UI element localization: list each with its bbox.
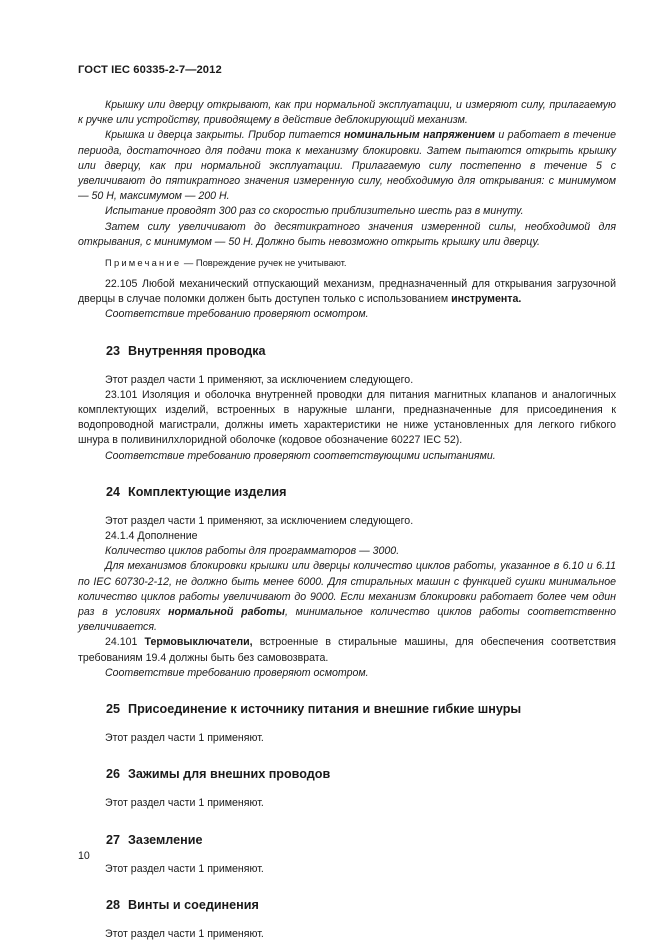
paragraph: Этот раздел части 1 применяют, за исключением следующего. <box>105 514 414 527</box>
paragraph: Соответствие требованию проверяют осмотром. <box>105 308 369 321</box>
page-number: 10 <box>78 850 90 862</box>
paragraph: Соответствие требованию проверяют осмотром. <box>105 666 369 679</box>
note-label: Примечание <box>105 257 182 269</box>
paragraph: Этот раздел части 1 применяют. <box>105 732 264 745</box>
paragraph: Этот раздел части 1 применяют. <box>105 927 264 940</box>
section-heading-23: 23 Внутренняя проводка <box>106 343 266 358</box>
paragraph: Крышка и дверца закрыты. Прибор питается номинальным напряжением и работает в течение периода, достаточного для подачи тока к механизму блокировки. Затем пытаются открыть крышку или дверцу, как при нормальной эксплуатации. Прилагаемую силу постепенно в течение 5 с увеличивают до пятикратного значения измеренную силу, необходимую для открывания: с минимумом — 50 Н, максимумом — 200 Н. <box>78 129 617 203</box>
paragraph: Этот раздел части 1 применяют, за исключением следующего. <box>105 373 414 386</box>
term-rated-voltage: номинальным напряжением <box>343 129 495 142</box>
term-tool: инструмента. <box>451 293 522 306</box>
paragraph: Крышку или дверцу открывают, как при нормальной эксплуатации, и измеряют силу, прилагаемую к ручке или устройству, приводящему в действие деблокирующий механизм. <box>78 99 616 127</box>
clause-22-105: 22.105 Любой механический отпускающий механизм, предназначенный для открывания загрузочной дверцы в случае поломки должен быть доступен только с использованием инструмента. <box>78 278 616 306</box>
section-heading-25: 25 Присоединение к источнику питания и внешние гибкие шнуры <box>106 702 522 717</box>
document-header: ГОСТ IEC 60335-2-7—2012 <box>78 64 222 76</box>
paragraph: Соответствие требованию проверяют соответствующими испытаниями. <box>105 449 496 462</box>
paragraph: Количество циклов работы для программаторов — 3000. <box>105 545 400 558</box>
paragraph: Этот раздел части 1 применяют. <box>105 797 264 810</box>
paragraph: Для механизмов блокировки крышки или дверцы количество циклов работы, указанное в 6.10 и 6.11 по IEC 60730-2-12, не должно быть менее 6000. Для стиральных машин с функцией сушки минимальное количество циклов работы увеличивают до 9000. Если механизм блокировки работает более чем один раз в условиях нормальной работы, минимальное количество циклов работы соответственно увеличивается. <box>78 560 616 634</box>
clause-24-1-4: 24.1.4 Дополнение <box>105 530 198 543</box>
clause-24-101: 24.101 Термовыключатели, встроенные в стиральные машины, для обеспечения соответствия требованиям 19.4 должны быть без самовозврата. <box>78 636 616 664</box>
paragraph: Этот раздел части 1 применяют. <box>105 862 264 875</box>
note: Примечание — Повреждение ручек не учитывают. <box>105 257 347 269</box>
paragraph: Испытание проводят 300 раз со скоростью приблизительно шесть раз в минуту. <box>105 205 524 218</box>
clause-23-101: 23.101 Изоляция и оболочка внутренней проводки для питания магнитных клапанов и аналогичных комплектующих изделий, встроенных в наружные шланги, предназначенные для присоединения к водопроводной магистрали, должны иметь характеристики не ниже установленных для легкого гибкого шнура в поливинилхлоридной оболочке (кодовое обозначение 60227 IEC 52). <box>78 388 616 447</box>
document-page <box>78 64 616 942</box>
term-thermal-cutouts: Термовыключатели, <box>144 636 253 649</box>
term-normal-operation: нормальной работы <box>168 606 285 619</box>
section-heading-26: 26 Зажимы для внешних проводов <box>106 767 331 782</box>
section-heading-27: 27 Заземление <box>106 832 203 847</box>
paragraph: Затем силу увеличивают до десятикратного значения измеренной силы, необходимой для открывания, с минимумом — 50 Н. Должно быть невозможно открыть крышку или дверцу. <box>78 220 616 248</box>
section-22-continuation <box>78 98 616 323</box>
section-heading-24: 24 Комплектующие изделия <box>106 484 287 499</box>
section-heading-28: 28 Винты и соединения <box>106 897 259 912</box>
